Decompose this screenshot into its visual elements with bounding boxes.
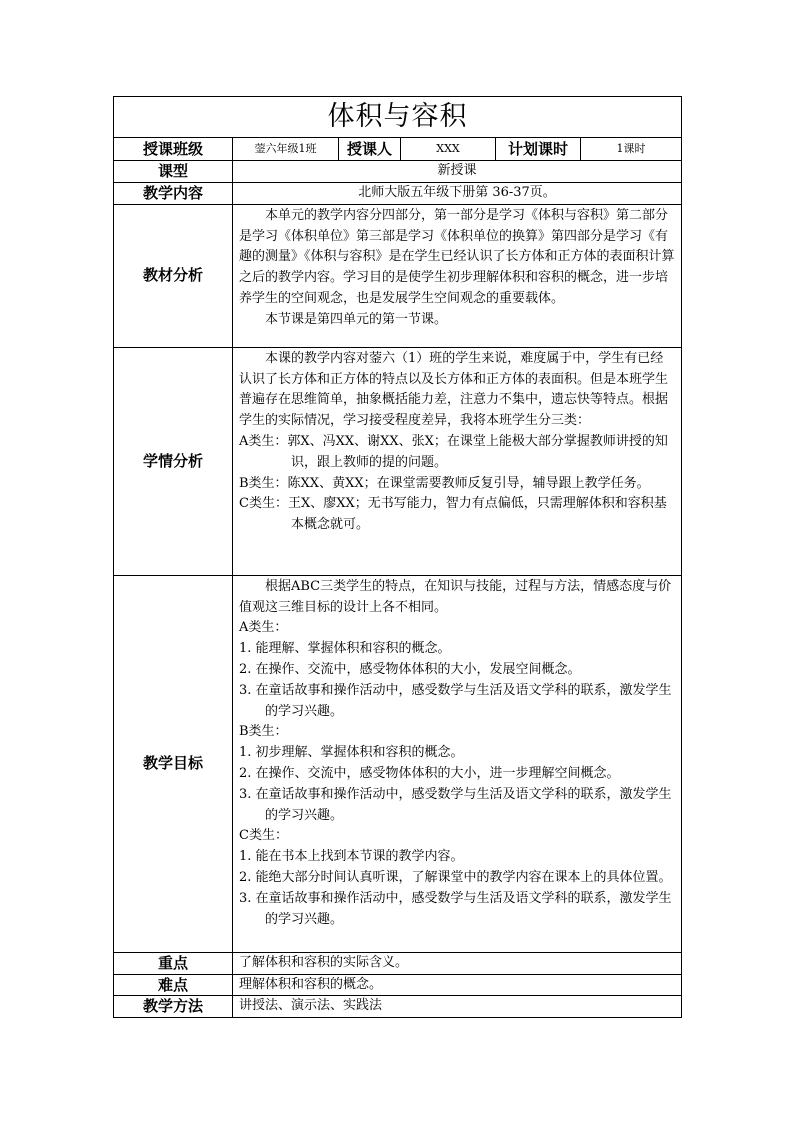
difficulty-label: 难点	[114, 974, 233, 996]
type-value: 新授课	[233, 161, 682, 183]
teaching-objectives	[233, 575, 682, 952]
list-item: 2. 能绝大部分时间认真听课，了解课堂中的教学内容在课本上的具体位置。	[239, 869, 672, 885]
students-type-c: C类生：王X、廖XX；无书写能力，智力有点偏低，只需理解体积和容积基本概念就可。	[239, 496, 667, 533]
hours-label: 计划课时	[496, 138, 581, 161]
lesson-plan-table	[113, 96, 682, 1018]
list-item: 3. 在童话故事和操作活动中，感受数学与生活及语文学科的联系，激发学生的学习兴趣。	[239, 890, 672, 927]
material-paragraph: 本单元的教学内容分四部分，第一部分是学习《体积与容积》第二部分是学习《体积单位》第三部是学习《体积单位的换算》第四部分是学习《有趣的测量》《体积与容积》是在学生已经认识了长方体和正方体的表面积计算之后的教学内容。学习目的是使学生初步理解体积和容积的概念，进一步培养学生的空间观念，也是发展学生空间观念的重要载体。	[239, 207, 675, 306]
teacher-label: 授课人	[339, 138, 401, 161]
key-point-value: 了解体积和容积的实际含义。	[233, 952, 682, 974]
objectives-c-title: C类生：	[239, 828, 288, 844]
class-value: 蓥六年级1班	[233, 138, 339, 161]
list-item: 1. 能在书本上找到本节课的教学内容。	[239, 849, 464, 865]
material-label: 教材分析	[114, 204, 233, 347]
list-item: 2. 在操作、交流中，感受物体体积的大小，发展空间概念。	[239, 661, 581, 677]
objectives-intro: 根据ABC三类学生的特点，在知识与技能，过程与方法，情感态度与价值观这三维目标的设计上各不相同。	[239, 578, 672, 615]
material-analysis	[233, 204, 682, 347]
material-note: 本节课是第四单元的第一节课。	[265, 311, 448, 327]
list-item: 1. 能理解、掌握体积和容积的概念。	[239, 641, 451, 657]
method-value: 讲授法、演示法、实践法	[233, 996, 682, 1018]
student-analysis	[233, 347, 682, 575]
type-label: 课型	[114, 161, 233, 183]
objectives-label: 教学目标	[114, 575, 233, 952]
content-value: 北师大版五年级下册第 36-37页。	[233, 182, 682, 204]
objectives-b-title: B类生：	[239, 724, 288, 740]
key-point-label: 重点	[114, 952, 233, 974]
hours-value: 1课时	[581, 138, 682, 161]
objectives-a-title: A类生：	[239, 620, 288, 636]
content-label: 教学内容	[114, 182, 233, 204]
students-type-a: A类生：郭X、冯XX、谢XX、张X；在课堂上能极大部分掌握教师讲授的知识，跟上教师的提的问题。	[239, 433, 668, 470]
list-item: 3. 在童话故事和操作活动中，感受数学与生活及语文学科的联系，激发学生的学习兴趣。	[239, 786, 672, 823]
students-intro: 本课的教学内容对蓥六（1）班的学生来说，难度属于中，学生有已经认识了长方体和正方体的特点以及长方体和正方体的表面积。但是本班学生普遍存在思维简单，抽象概括能力差，注意力不集中，遗忘快等特点。根据学生的实际情况，学习接受程度差异，我将本班学生分三类：	[239, 350, 669, 429]
students-label: 学情分析	[114, 347, 233, 575]
list-item: 1. 初步理解、掌握体积和容积的概念。	[239, 745, 464, 761]
students-type-b: B类生：陈XX、黄XX；在课堂需要教师反复引导，辅导跟上教学任务。	[239, 475, 650, 491]
document-title: 体积与容积	[114, 97, 682, 138]
teacher-value: XXX	[401, 138, 496, 161]
list-item: 2. 在操作、交流中，感受物体体积的大小，进一步理解空间概念。	[239, 765, 620, 781]
difficulty-value: 理解体积和容积的概念。	[233, 974, 682, 996]
method-label: 教学方法	[114, 996, 233, 1018]
list-item: 3. 在童话故事和操作活动中，感受数学与生活及语文学科的联系，激发学生的学习兴趣。	[239, 682, 672, 719]
class-label: 授课班级	[114, 138, 233, 161]
